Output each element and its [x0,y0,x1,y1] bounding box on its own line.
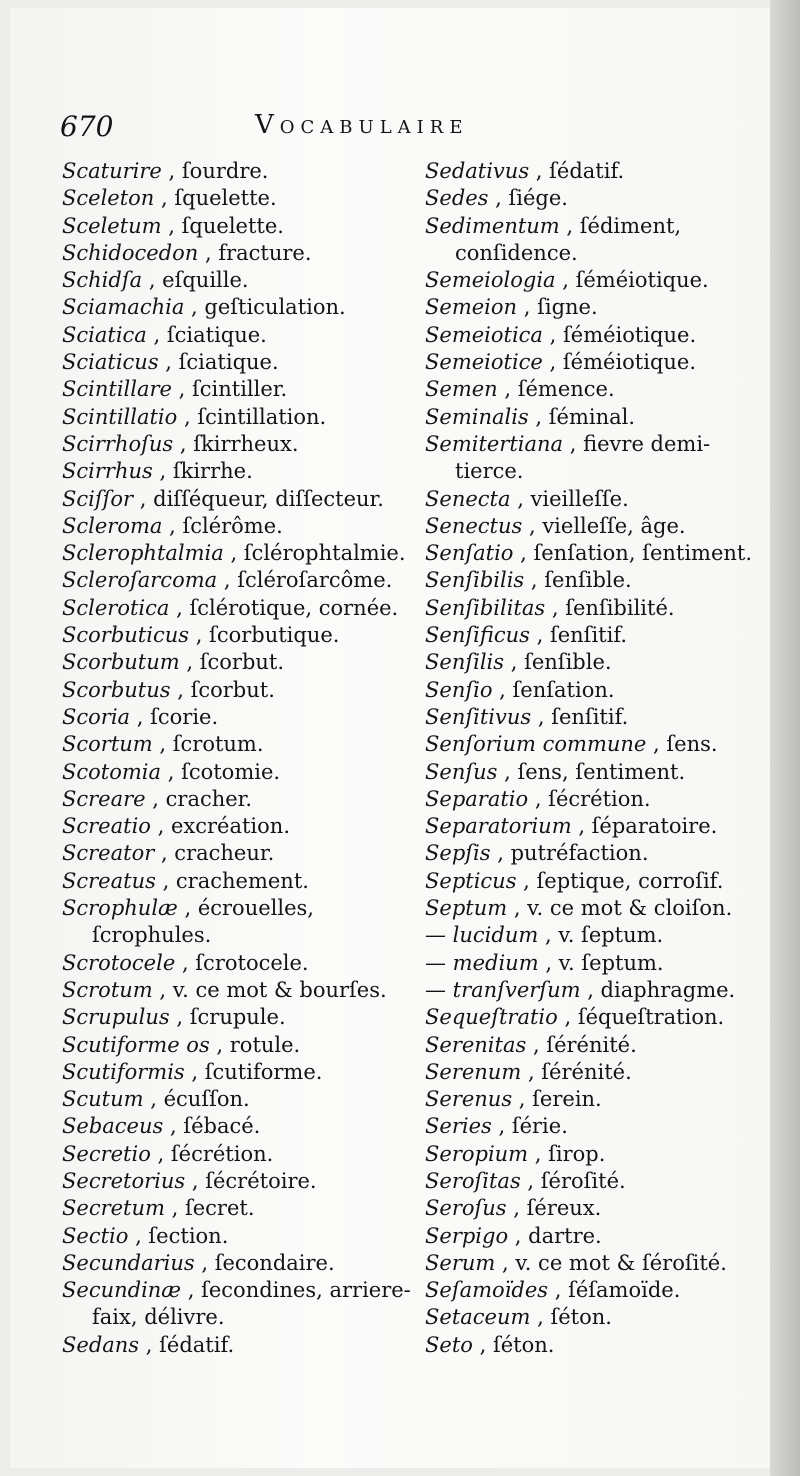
entry-gloss: , ſcotomie. [167,759,281,784]
entry-term: Sciatica [62,322,147,347]
entry-gloss: , v. ſeptum. [544,923,664,948]
entry-gloss: , ſcorie. [136,704,219,729]
entry-term: Scintillatio [62,404,178,429]
entry-gloss: , ſédatif. [535,159,625,183]
dictionary-entry [425,213,770,268]
entry-gloss: , ſéreux. [513,1196,602,1221]
entry-term: Scorbuticus [62,623,190,648]
dictionary-entry [62,950,417,977]
running-title: Vocabulaire [255,110,469,140]
dictionary-entry [425,813,770,840]
dictionary-entry [425,1250,770,1277]
entry-term: Semeiotice [425,350,543,375]
entry-term: Sequeſtratio [425,1005,558,1030]
entry-term: Serenus [425,1087,513,1112]
dictionary-entry [425,950,770,977]
entry-term: Setaceum [425,1305,531,1330]
dictionary-entry [425,185,770,212]
entry-term: Scotomia [62,759,162,784]
dictionary-entry [425,1059,770,1086]
entry-gloss: , ſerein. [518,1087,602,1112]
entry-term: Semitertiana [425,431,564,456]
dictionary-entry [425,1223,770,1250]
entry-gloss: , ſécrétoire. [191,1168,317,1193]
entry-term: Scutum [62,1087,144,1112]
dictionary-entry [425,1004,770,1031]
entry-term: Sedans [62,1332,140,1357]
dictionary-entry [425,1086,770,1113]
entry-term: Scaturire [62,159,162,183]
entry-gloss: , ſémence. [504,377,615,402]
entry-gloss: , ſébacé. [169,1114,261,1139]
entry-gloss: , v. ce mot & ſéroſité. [501,1250,727,1275]
entry-gloss: , ſirop. [534,1141,606,1166]
entry-term: Septum [425,896,508,921]
entry-gloss: , geſticulation. [191,295,346,320]
entry-gloss: , ſéqueſtration. [564,1005,725,1030]
entry-term: Screator [62,841,155,866]
entry-gloss: , ſecondaire. [201,1250,335,1275]
entry-gloss: , ſédatif. [145,1332,235,1357]
entry-gloss: , ſquelette. [168,213,284,238]
dictionary-entry [62,458,417,485]
entry-term: Scorbutum [62,650,180,675]
dictionary-entry [425,731,770,758]
entry-gloss: , v. ce mot & bourſes. [159,977,387,1002]
entry-term: Series [425,1114,492,1139]
dictionary-entry [425,1168,770,1195]
dictionary-entry [62,840,417,867]
entry-term: Separatorium [425,814,572,839]
entry-gloss: , ſcintiller. [178,377,288,402]
dictionary-entry [425,840,770,867]
entry-gloss: , ſcorbut. [177,677,275,702]
entry-gloss: , ſenſitif. [537,704,629,729]
entry-term: Scrupulus [62,1005,170,1030]
entry-term: Serenitas [425,1032,527,1057]
entry-gloss: , fracture. [204,240,312,265]
entry-gloss: , ſclérotique, cornée. [176,595,399,620]
dictionary-entry [425,704,770,731]
entry-gloss: , ſédiment, conſidence. [455,213,682,265]
dictionary-entry [62,1223,417,1250]
entry-term: Scrophulæ [62,896,178,921]
entry-term: — tranſverſum [425,977,581,1002]
entry-term: Senſio [425,677,493,702]
entry-gloss: , ſkirrheux. [179,431,299,456]
dictionary-entry [62,376,417,403]
entry-gloss: , diaphragme. [587,977,736,1002]
entry-term: Senſatio [425,541,514,566]
dictionary-entry [425,1032,770,1059]
entry-term: Sciſſor [62,486,134,511]
dictionary-entry [62,1195,417,1222]
entry-term: Scorbutus [62,677,171,702]
dictionary-entry [62,158,417,185]
dictionary-entry [62,977,417,1004]
entry-term: Semeiologia [425,268,556,293]
page-header [60,110,580,150]
entry-term: Serum [425,1250,496,1275]
entry-term: Scoria [62,704,131,729]
entry-term: Screatus [62,868,156,893]
dictionary-entry [62,513,417,540]
page-number: 670 [60,110,114,143]
entry-term: Sclerotica [62,595,170,620]
entry-gloss: , ſéméiotique. [562,268,709,293]
entry-gloss: , ſéparatoire. [578,814,718,839]
entry-term: Sciamachia [62,295,185,320]
dictionary-entry [425,922,770,949]
entry-gloss: , ſclérophtalmie. [230,541,406,566]
entry-gloss: , ſiége. [495,186,568,211]
entry-gloss: , ſéméiotique. [549,350,697,375]
entry-gloss: , ſécrétion. [157,1141,274,1166]
dictionary-entry [425,540,770,567]
dictionary-entry [62,813,417,840]
entry-gloss: , vieilleſſe. [517,486,629,511]
entry-term: Scirrhus [62,459,153,484]
entry-term: Septicus [425,868,517,893]
dictionary-entry [425,977,770,1004]
entry-gloss: , ſigne. [523,295,598,320]
dictionary-entry [425,1195,770,1222]
entry-gloss: , diſſéqueur, diſſecteur. [139,486,384,511]
entry-gloss: , ſcorbut. [186,650,285,675]
dictionary-entry [62,786,417,813]
dictionary-entry [62,1086,417,1113]
entry-gloss: , eſquille. [148,268,249,293]
entry-gloss: , ſérénité. [532,1032,637,1057]
dictionary-entry [425,322,770,349]
entry-gloss: , fievre demi-tierce. [455,431,711,484]
dictionary-entry [62,1032,417,1059]
entry-term: Scleroma [62,513,163,538]
entry-gloss: , ſecret. [171,1196,255,1221]
entry-gloss: , ſérénité. [527,1059,632,1084]
dictionary-entry [425,431,770,486]
entry-gloss: , ſection. [135,1223,229,1248]
dictionary-entry [62,868,417,895]
entry-term: Sclerophtalmia [62,541,224,566]
entry-gloss: , ſcorbutique. [195,623,340,648]
entry-gloss: , vielleſſe, âge. [528,513,686,538]
dictionary-entry [62,1250,417,1277]
dictionary-entry [425,677,770,704]
dictionary-entry [425,513,770,540]
dictionary-entry [62,294,417,321]
entry-term: Sedativus [425,159,530,183]
entry-gloss: , excréation. [157,814,290,839]
dictionary-entry [425,158,770,185]
entry-term: Schidſa [62,268,143,293]
entry-gloss: , ſéton. [537,1305,612,1330]
entry-gloss: , ſclérôme. [169,513,283,538]
entry-term: — medium [425,950,539,975]
dictionary-entry [425,1332,770,1359]
entry-gloss: , ſécrétion. [534,786,651,811]
entry-gloss: , ſenſibilité. [551,595,675,620]
entry-term: Seroſus [425,1196,507,1221]
entry-term: Scortum [62,732,153,757]
entry-term: Seſamoïdes [425,1278,549,1303]
entry-term: Screatio [62,814,151,839]
dictionary-entry [62,622,417,649]
entry-term: Secretio [62,1141,151,1166]
entry-gloss: , écrouelles, ſcrophules. [92,896,314,948]
entry-gloss: , ſquelette. [161,186,277,211]
dictionary-entry [425,376,770,403]
entry-term: Sebaceus [62,1114,164,1139]
left-column [62,158,417,1359]
entry-gloss: , ſeptique, corroſif. [523,868,724,893]
dictionary-entry [425,486,770,513]
entry-term: Senſibilis [425,568,525,593]
entry-term: Secundinæ [62,1278,182,1303]
entry-term: Scleroſarcoma [62,568,218,593]
dictionary-entry [62,704,417,731]
entry-term: Seropium [425,1141,529,1166]
dictionary-entry [425,404,770,431]
entry-gloss: , ſérie. [498,1114,568,1139]
entry-gloss: , putréfaction. [497,841,649,866]
entry-term: Scutiforme os [62,1032,210,1057]
dictionary-entry [425,895,770,922]
entry-term: Sedimentum [425,213,560,238]
dictionary-entry [425,1113,770,1140]
entry-gloss: , ſciatique. [153,322,267,347]
entry-gloss: , ſkirrhe. [159,459,253,484]
entry-term: Scutiformis [62,1059,185,1084]
entry-gloss: , ſenſible. [510,650,612,675]
entry-gloss: , dartre. [514,1223,602,1248]
entry-gloss: , ſenſation, ſentiment. [520,541,753,566]
entry-term: Semeion [425,295,518,320]
entry-term: Senſificus [425,623,530,648]
entry-gloss: , ſéminal. [535,404,636,429]
dictionary-entry [62,1113,417,1140]
entry-term: Senſitivus [425,704,532,729]
entry-gloss: , ſenſation. [499,677,615,702]
entry-term: Senecta [425,486,511,511]
entry-gloss: , ſenſitif. [536,623,628,648]
dictionary-entry [62,1141,417,1168]
entry-term: Seminalis [425,404,529,429]
entry-term: Separatio [425,786,529,811]
dictionary-entry [62,1059,417,1086]
entry-term: Secretorius [62,1168,186,1193]
dictionary-entry [62,567,417,594]
entry-gloss: , ſens, ſentiment. [504,759,686,784]
entry-term: Seto [425,1332,473,1357]
entry-gloss: , cracheur. [160,841,275,866]
entry-gloss: , v. ſeptum. [545,950,664,975]
entry-gloss: , rotule. [216,1032,301,1057]
entry-term: Senſorium commune [425,732,647,757]
dictionary-entry [62,349,417,376]
dictionary-entry [62,759,417,786]
dictionary-entry [425,595,770,622]
dictionary-entry [425,759,770,786]
entry-term: Semen [425,377,498,402]
dictionary-entry [62,1277,417,1332]
dictionary-entry [425,1304,770,1331]
dictionary-entry [62,404,417,431]
entry-term: Sedes [425,186,489,211]
entry-term: Schidocedon [62,240,199,265]
entry-term: — lucidum [425,923,539,948]
dictionary-entry [62,649,417,676]
dictionary-entry [425,349,770,376]
entry-gloss: , ſourdre. [168,159,269,183]
entry-gloss: , ſens. [653,732,718,757]
dictionary-entry [62,1004,417,1031]
entry-term: Scintillare [62,377,172,402]
dictionary-entry [62,1332,417,1359]
dictionary-entry [62,677,417,704]
entry-term: Sciaticus [62,350,159,375]
dictionary-entry [62,731,417,758]
dictionary-entry [425,649,770,676]
entry-term: Serenum [425,1059,522,1084]
dictionary-entry [62,1168,417,1195]
dictionary-entry [425,294,770,321]
entry-term: Semeiotica [425,322,543,347]
entry-gloss: , ſéméiotique. [549,322,697,347]
entry-term: Sectio [62,1223,129,1248]
page-gutter-shadow [770,0,800,1476]
dictionary-entry [62,213,417,240]
entry-term: Scrotocele [62,950,176,975]
dictionary-entry [425,1141,770,1168]
entry-term: Sceletum [62,213,162,238]
dictionary-entry [62,486,417,513]
entry-term: Screare [62,786,146,811]
right-column [425,158,770,1359]
entry-gloss: , ſecondines, arriere-faix, délivre. [92,1278,411,1330]
dictionary-entry [425,267,770,294]
entry-term: Scirrhoſus [62,431,174,456]
dictionary-entry [62,895,417,950]
entry-term: Scrotum [62,977,153,1002]
dictionary-entry [62,267,417,294]
entry-term: Secretum [62,1196,165,1221]
entry-gloss: , ſcintillation. [183,404,327,429]
entry-term: Seroſitas [425,1168,521,1193]
entry-gloss: , ſciatique. [165,350,279,375]
entry-gloss: , ſcrotum. [159,732,264,757]
entry-term: Senſilis [425,650,505,675]
entry-gloss: , ſcrotocele. [181,950,309,975]
entry-term: Serpigo [425,1223,509,1248]
dictionary-entry [425,567,770,594]
dictionary-entry [425,622,770,649]
dictionary-entry [425,1277,770,1304]
entry-gloss: , ſenſible. [530,568,632,593]
entry-term: Senſus [425,759,498,784]
entry-gloss: , ſéroſité. [527,1168,626,1193]
entry-gloss: , écuſſon. [150,1087,250,1112]
entry-term: Sepſis [425,841,491,866]
dictionary-entry [62,540,417,567]
entry-gloss: , cracher. [152,786,253,811]
entry-gloss: , ſéſamoïde. [554,1278,681,1303]
dictionary-entry [425,868,770,895]
entry-gloss: , ſcrupule. [176,1005,286,1030]
entry-term: Senectus [425,513,523,538]
entry-gloss: , crachement. [162,868,309,893]
entry-term: Sceleton [62,186,155,211]
entry-term: Senſibilitas [425,595,546,620]
dictionary-entry [62,431,417,458]
dictionary-entry [425,786,770,813]
dictionary-entry [62,595,417,622]
dictionary-entry [62,240,417,267]
entry-gloss: , ſéton. [479,1332,555,1357]
entry-term: Secundarius [62,1250,195,1275]
entry-gloss: , ſcutiforme. [191,1059,323,1084]
dictionary-entry [62,322,417,349]
dictionary-entry [62,185,417,212]
entry-gloss: , ſcléroſarcôme. [223,568,393,593]
entry-gloss: , v. ce mot & cloiſon. [513,896,733,921]
